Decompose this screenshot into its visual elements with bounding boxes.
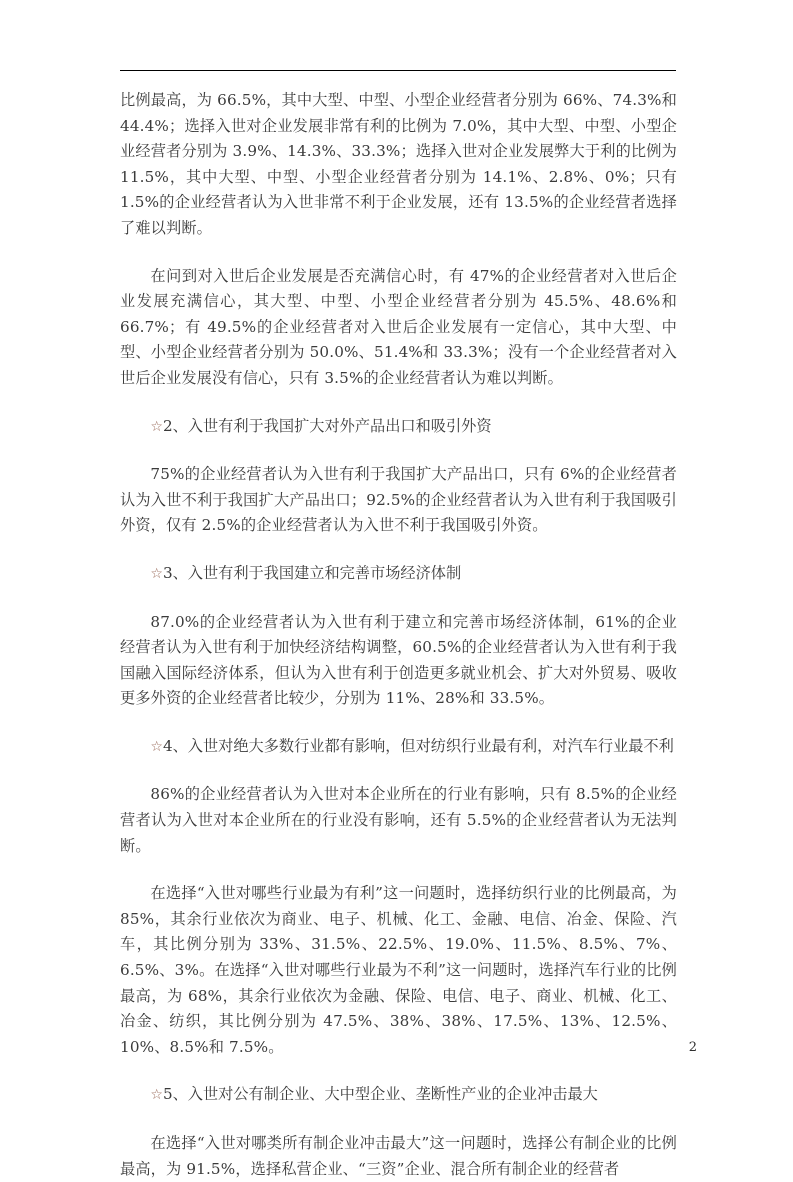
paragraph-gap [120, 1060, 677, 1082]
section-heading-3 [120, 561, 677, 588]
section-heading-4-label: 4、入世对绝大多数行业都有影响，但对纺织行业最有利，对汽车行业最不利 [162, 736, 674, 755]
section-heading-2-label: 2、入世有利于我国扩大对外产品出口和吸引外资 [162, 416, 492, 435]
page-number: 2 [688, 1040, 697, 1055]
paragraph-gap [120, 1109, 677, 1131]
paragraph-gap [120, 588, 677, 610]
paragraph-continuation: 比例最高，为 66.5%，其中大型、中型、小型企业经营者分别为 66%、74.3%和 44.4%；选择入世对企业发展非常有利的比例为 7.0%，其中大型、中型、小型企业经营者分别为 3.9%、14.3%、33.3%；选择入世对企业发展弊大于利的比例为 11.5%，其中大型、中型、小型企业经营者分别为 14.1%、2.8%、0%；只有 1.5%的企业经营者认为入世非常不利于企业发展，还有 13.5%的企业经营者选择了难以判断。 [120, 91, 677, 237]
paragraph-gap [120, 440, 677, 462]
paragraph-export-foreign-investment: 75%的企业经营者认为入世有利于我国扩大产品出口，只有 6%的企业经营者认为入世不利于我国扩大产品出口；92.5%的企业经营者认为入世有利于我国吸引外资，仅有 2.5%的企业经营者认为入世不利于我国吸引外资。 [120, 465, 677, 535]
section-heading-5 [120, 1082, 677, 1109]
section-heading-2 [120, 414, 677, 441]
paragraph-gap [120, 392, 677, 414]
paragraph-gap [120, 760, 677, 782]
paragraph-industry-impact: 86%的企业经营者认为入世对本企业所在的行业有影响，只有 8.5%的企业经营者认为入世对本企业所在的行业没有影响，还有 5.5%的企业经营者认为无法判断。 [120, 785, 677, 855]
paragraph-market-economy-system: 87.0%的企业经营者认为入世有利于建立和完善市场经济体制，61%的企业经营者认为入世有利于加快经济结构调整，60.5%的企业经营者认为入世有利于我国融入国际经济体系，但认为入世有利于创造更多就业机会、扩大对外贸易、吸收更多外资的企业经营者比较少，分别为 11%、28%和 33.5%。 [120, 612, 677, 708]
section-heading-5-label: 5、入世对公有制企业、大中型企业、垄断性产业的企业冲击最大 [162, 1085, 598, 1104]
document-body [120, 88, 677, 1182]
star-icon: ☆ [150, 565, 163, 582]
paragraph-gap [120, 712, 677, 734]
paragraph-confidence: 在问到对入世后企业发展是否充满信心时，有 47%的企业经营者对入世后企业发展充满信心，其大型、中型、小型企业经营者分别为 45.5%、48.6%和 66.7%；有 49.5%的企业经营者对入世后企业发展有一定信心，其中大型、中型、小型企业经营者分别为 50.0%、51.4%和 33.3%；没有一个企业经营者对入世后企业发展没有信心，只有 3.5%的企业经营者认为难以判断。 [120, 266, 677, 387]
section-heading-4 [120, 734, 677, 761]
paragraph-industry-rankings: 在选择“入世对哪些行业最为有利”这一问题时，选择纺织行业的比例最高，为 85%，其余行业依次为商业、电子、机械、化工、金融、电信、冶金、保险、汽车，其比例分别为 33%、31.5%、22.5%、19.0%、11.5%、8.5%、7%、6.5%、3%。在选择“入世对哪些行业最为不利”这一问题时，选择汽车行业的比例最高，为 68%，其余行业依次为金融、保险、电信、电子、商业、机械、化工、冶金、纺织，其比例分别为 47.5%、38%、38%、17.5%、13%、12.5%、10%、8.5%和 7.5%。 [120, 884, 677, 1056]
star-icon: ☆ [150, 738, 163, 755]
section-heading-3-label: 3、入世有利于我国建立和完善市场经济体制 [162, 563, 462, 582]
header-rule [120, 70, 676, 71]
star-icon: ☆ [150, 418, 163, 435]
paragraph-gap [120, 539, 677, 561]
paragraph-gap [120, 242, 677, 264]
paragraph-gap [120, 859, 677, 881]
star-icon: ☆ [150, 1087, 163, 1104]
paragraph-ownership-impact: 在选择“入世对哪类所有制企业冲击最大”这一问题时，选择公有制企业的比例最高，为 91.5%，选择私营企业、“三资”企业、混合所有制企业的经营者 [120, 1134, 677, 1178]
